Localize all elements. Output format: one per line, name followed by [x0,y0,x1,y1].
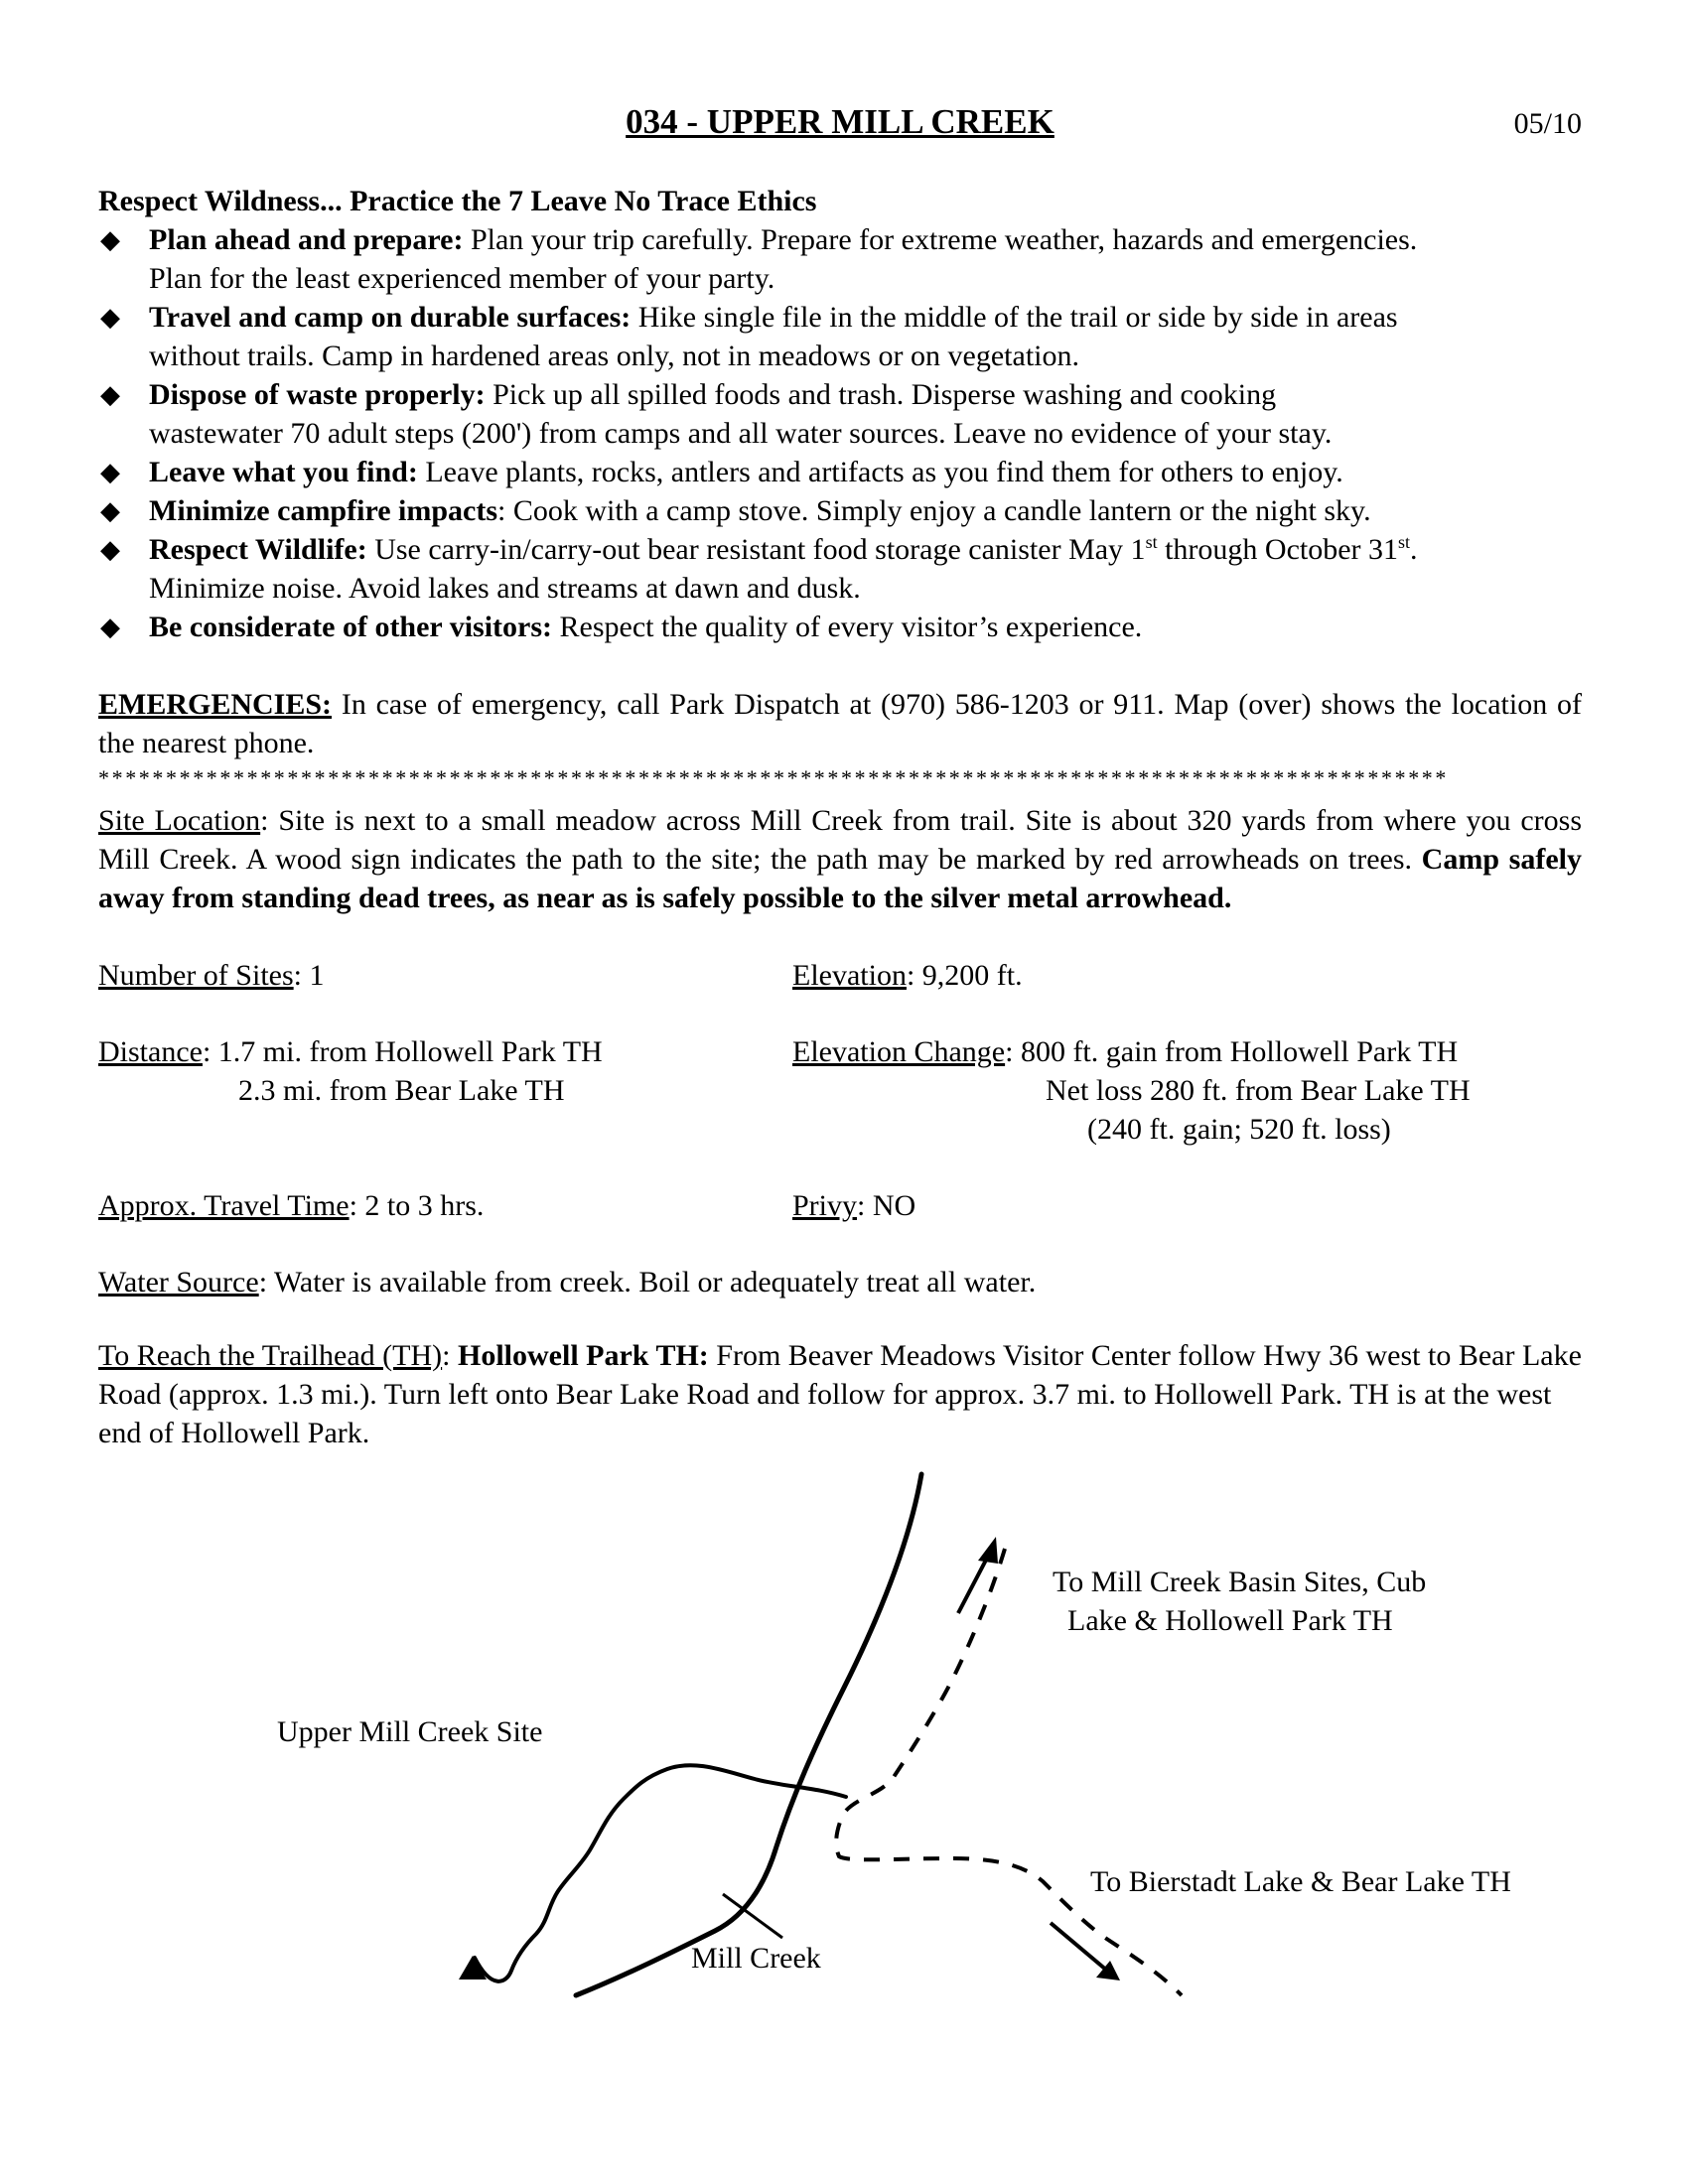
diamond-bullet-icon: ◆ [100,303,120,332]
privy: Privy: NO [792,1189,916,1222]
elevation-change: Elevation Change: 800 ft. gain from Hollowell Park TH Net loss 280 ft. from Bear Lake TH (240 ft. gain; 520 ft. loss) [792,1035,1471,1146]
site-location-label: Site Location [98,804,261,837]
travel-time: Approx. Travel Time: 2 to 3 hrs. [98,1189,485,1222]
map-label-north-2: Lake & Hollowell Park TH [1067,1604,1393,1637]
separator-line: **************************************************************************************************** [98,765,1449,790]
emergencies-paragraph: EMERGENCIES: In case of emergency, call Park Dispatch at (970) 586-1203 or 911. Map (over) shows the location of the nearest phone. [98,688,1582,759]
diamond-bullet-icon: ◆ [100,225,120,254]
water-source: Water Source: Water is available from creek. Boil or adequately treat all water. [98,1266,1037,1298]
lnt-item-campfire: ◆ Minimize campfire impacts: Cook with a camp stove. Simply enjoy a candle lantern or the night sky. [98,491,1582,530]
page-title: 034 - UPPER MILL CREEK [626,102,1055,141]
lnt-item-waste: ◆ Dispose of waste properly: Pick up all spilled foods and trash. Disperse washing and cooking wastewater 70 adult steps (200') from camps and all water sources. Leave no evidence of your stay. [98,375,1582,453]
diamond-bullet-icon: ◆ [100,535,120,564]
map-label-south: To Bierstadt Lake & Bear Lake TH [1090,1865,1511,1898]
map-label-creek: Mill Creek [691,1942,821,1975]
distance: Distance: 1.7 mi. from Hollowell Park TH 2.3 mi. from Bear Lake TH [98,1035,603,1107]
lnt-heading: Respect Wildness... Practice the 7 Leave No Trace Ethics [98,185,817,217]
revision-date: 05/10 [1513,107,1582,140]
lnt-item-wildlife: ◆ Respect Wildlife: Use carry-in/carry-out bear resistant food storage canister May 1st through October 31st. Minimize noise. Avoid lakes and streams at dawn and dusk. [100,532,1418,605]
number-of-sites: Number of Sites: 1 [98,959,325,992]
north-arrow-head-icon [978,1537,998,1564]
map-label-north-1: To Mill Creek Basin Sites, Cub [1053,1566,1427,1598]
elevation: Elevation: 9,200 ft. [792,959,1023,992]
lnt-item-plan: ◆ Plan ahead and prepare: Plan your trip carefully. Prepare for extreme weather, hazards and emergencies. Plan for the least experienced member of your party. [98,220,1582,298]
site-location-paragraph: Site Location: Site is next to a small meadow across Mill Creek from trail. Site is about 320 yards from where you cross Mill Creek. A wood sign indicates the path to the site; the path may be marked by red arrowheads on trees. Camp safely away from standing dead trees, as near as is safely possible to the silver metal arrowhead. [98,804,1582,914]
lnt-item-durable: ◆ Travel and camp on durable surfaces: Hike single file in the middle of the trail or side by side in areas without trails. Camp in hardened areas only, not in meadows or on vegetation. [98,298,1582,375]
lnt-item-leave: ◆ Leave what you find: Leave plants, rocks, antlers and artifacts as you find them for others to enjoy. [98,453,1582,491]
south-arrow-line [1051,1923,1107,1971]
map-label-site: Upper Mill Creek Site [277,1715,543,1748]
diamond-bullet-icon: ◆ [100,458,120,486]
emergencies-label: EMERGENCIES: [98,688,333,721]
diamond-bullet-icon: ◆ [100,380,120,409]
diamond-bullet-icon: ◆ [100,496,120,525]
diamond-bullet-icon: ◆ [100,613,120,641]
lnt-item-visitors: ◆ Be considerate of other visitors: Respect the quality of every visitor’s experience. [98,608,1582,646]
trailhead-directions: To Reach the Trailhead (TH): Hollowell Park TH: From Beaver Meadows Visitor Center follow Hwy 36 west to Bear Lake Road (approx. 1.3 mi.). Turn left onto Bear Lake Road and follow for approx. 3.7 mi. to Hollowell Park. TH is at the west end of Hollowell Park. [98,1339,1582,1449]
mill-creek-line [576,1474,921,1995]
